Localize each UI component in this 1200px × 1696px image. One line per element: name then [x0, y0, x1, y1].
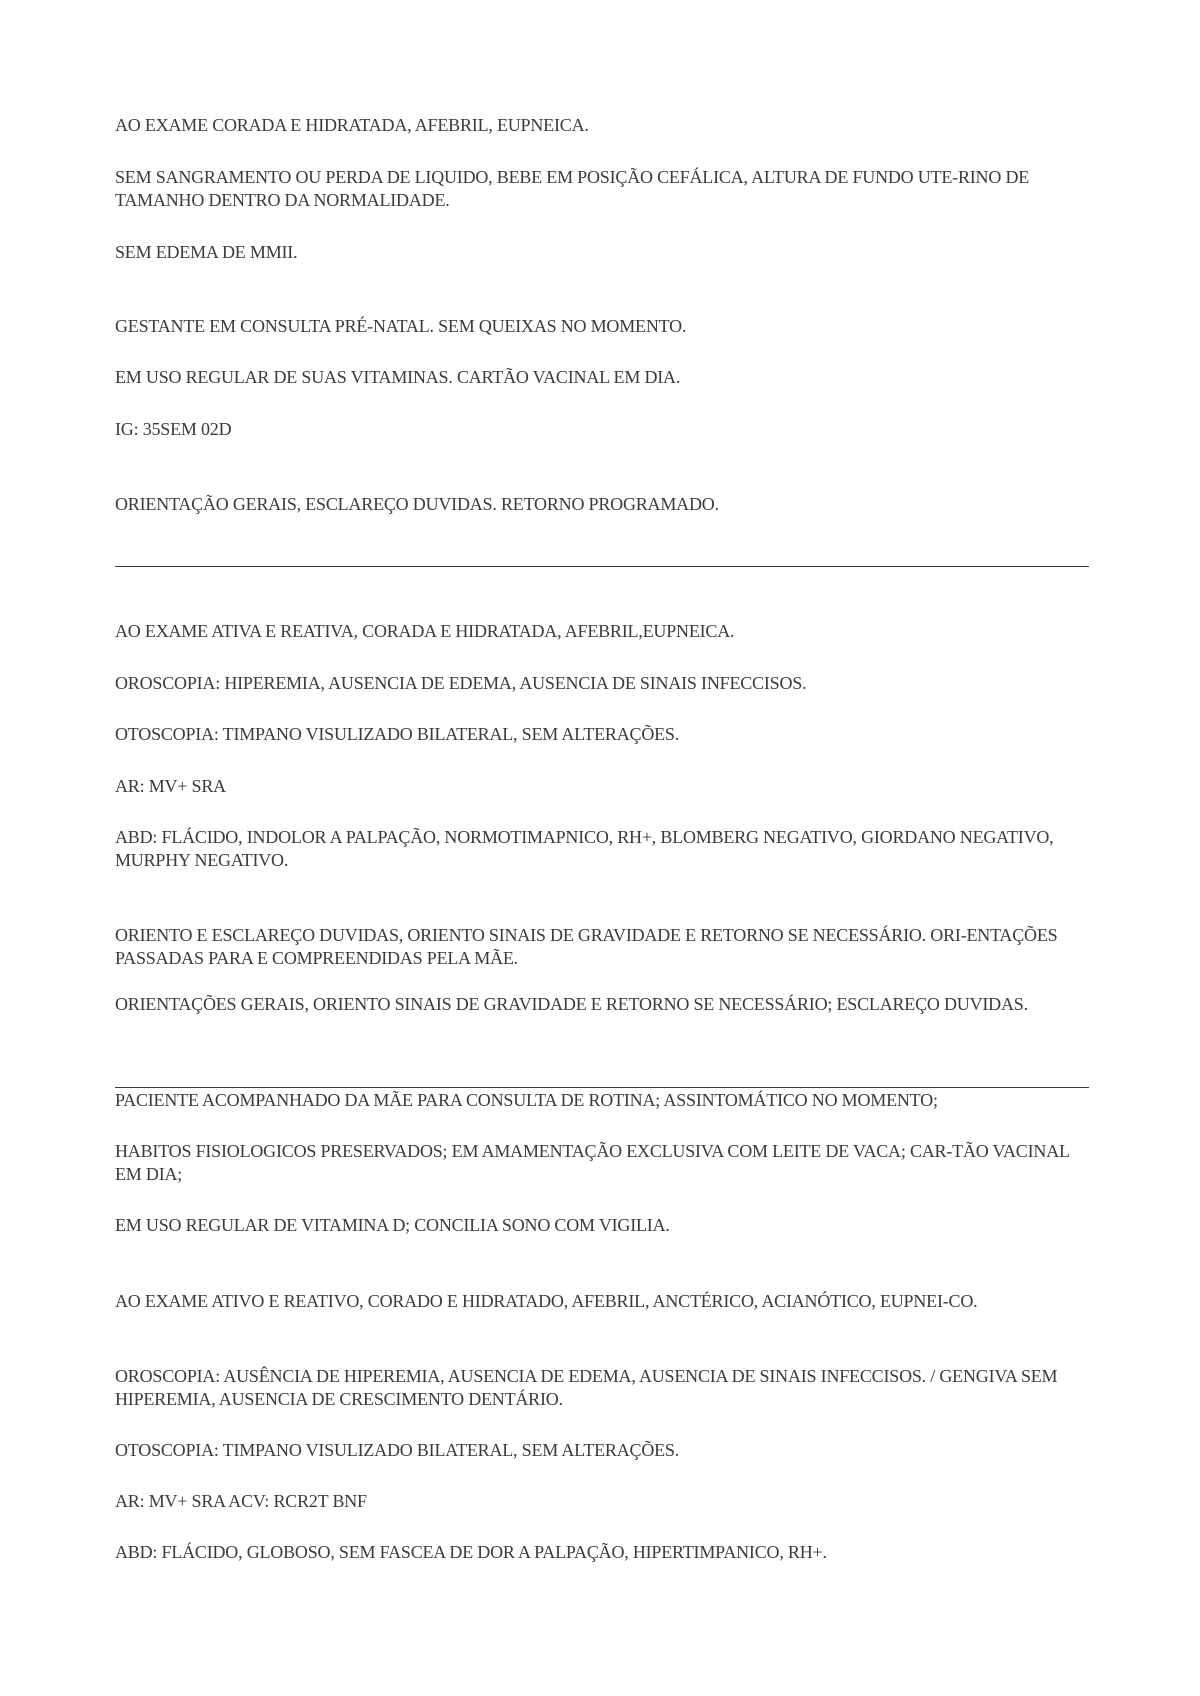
patient-text: PACIENTE ACOMPANHADO DA MÃE PARA CONSULTA DE ROTINA; ASSINTOMÁTICO NO MOMENTO;: [115, 1090, 938, 1110]
otoscopy-text: OTOSCOPIA: TIMPANO VISULIZADO BILATERAL, SEM ALTERAÇÕES.: [115, 724, 680, 744]
section-divider: [115, 1087, 1089, 1088]
oroscopy-text: OROSCOPIA: HIPEREMIA, AUSENCIA DE EDEMA, AUSENCIA DE SINAIS INFECCISOS.: [115, 673, 807, 693]
otoscopy-text: OTOSCOPIA: TIMPANO VISULIZADO BILATERAL, SEM ALTERAÇÕES.: [115, 1440, 680, 1460]
section-divider: [115, 566, 1089, 567]
exam-text: AO EXAME ATIVA E REATIVA, CORADA E HIDRATADA, AFEBRIL,EUPNEICA.: [115, 621, 735, 641]
consult-text: GESTANTE EM CONSULTA PRÉ-NATAL. SEM QUEIXAS NO MOMENTO.: [115, 316, 687, 336]
vitamins-text: EM USO REGULAR DE SUAS VITAMINAS. CARTÃO VACINAL EM DIA.: [115, 367, 681, 387]
orientation-text: ORIENTAÇÃO GERAIS, ESCLAREÇO DUVIDAS. RETORNO PROGRAMADO.: [115, 494, 719, 514]
abdomen-text: ABD: FLÁCIDO, INDOLOR A PALPAÇÃO, NORMOTIMAPNICO, RH+, BLOMBERG NEGATIVO, GIORDANO NEGATIVO, MURPHY NEGATIVO.: [115, 827, 1054, 870]
orientation-text: ORIENTAÇÕES GERAIS, ORIENTO SINAIS DE GRAVIDADE E RETORNO SE NECESSÁRIO; ESCLAREÇO DUVIDAS.: [115, 994, 1028, 1014]
exam-text: AO EXAME ATIVO E REATIVO, CORADO E HIDRATADO, AFEBRIL, ANCTÉRICO, ACIANÓTICO, EUPNEI-CO.: [115, 1291, 978, 1311]
orientation-text: ORIENTO E ESCLAREÇO DUVIDAS, ORIENTO SINAIS DE GRAVIDADE E RETORNO SE NECESSÁRIO. ORI-ENTAÇÕES PASSADAS PARA E COMPREENDIDAS PELA MÃE.: [115, 925, 1058, 968]
obstetric-text: SEM SANGRAMENTO OU PERDA DE LIQUIDO, BEBE EM POSIÇÃO CEFÁLICA, ALTURA DE FUNDO UTE-RINO DE TAMANHO DENTRO DA NORMALIDADE.: [115, 167, 1030, 210]
habits-text: HABITOS FISIOLOGICOS PRESERVADOS; EM AMAMENTAÇÃO EXCLUSIVA COM LEITE DE VACA; CAR-TÃO VACINAL EM DIA;: [115, 1141, 1070, 1184]
abdomen-text: ABD: FLÁCIDO, GLOBOSO, SEM FASCEA DE DOR A PALPAÇÃO, HIPERTIMPANICO, RH+.: [115, 1542, 827, 1562]
exam-text: AO EXAME CORADA E HIDRATADA, AFEBRIL, EUPNEICA.: [115, 115, 589, 135]
gestational-age-text: IG: 35SEM 02D: [115, 419, 232, 439]
edema-text: SEM EDEMA DE MMII.: [115, 242, 298, 262]
oroscopy-text: OROSCOPIA: AUSÊNCIA DE HIPEREMIA, AUSENCIA DE EDEMA, AUSENCIA DE SINAIS INFECCISOS. / GENGIVA SEM HIPEREMIA, AUSENCIA DE CRESCIMENTO DENTÁRIO.: [115, 1366, 1058, 1409]
respiratory-text: AR: MV+ SRA: [115, 776, 226, 796]
vitamin-d-text: EM USO REGULAR DE VITAMINA D; CONCILIA SONO COM VIGILIA.: [115, 1215, 670, 1235]
respiratory-cardio-text: AR: MV+ SRA ACV: RCR2T BNF: [115, 1491, 367, 1511]
